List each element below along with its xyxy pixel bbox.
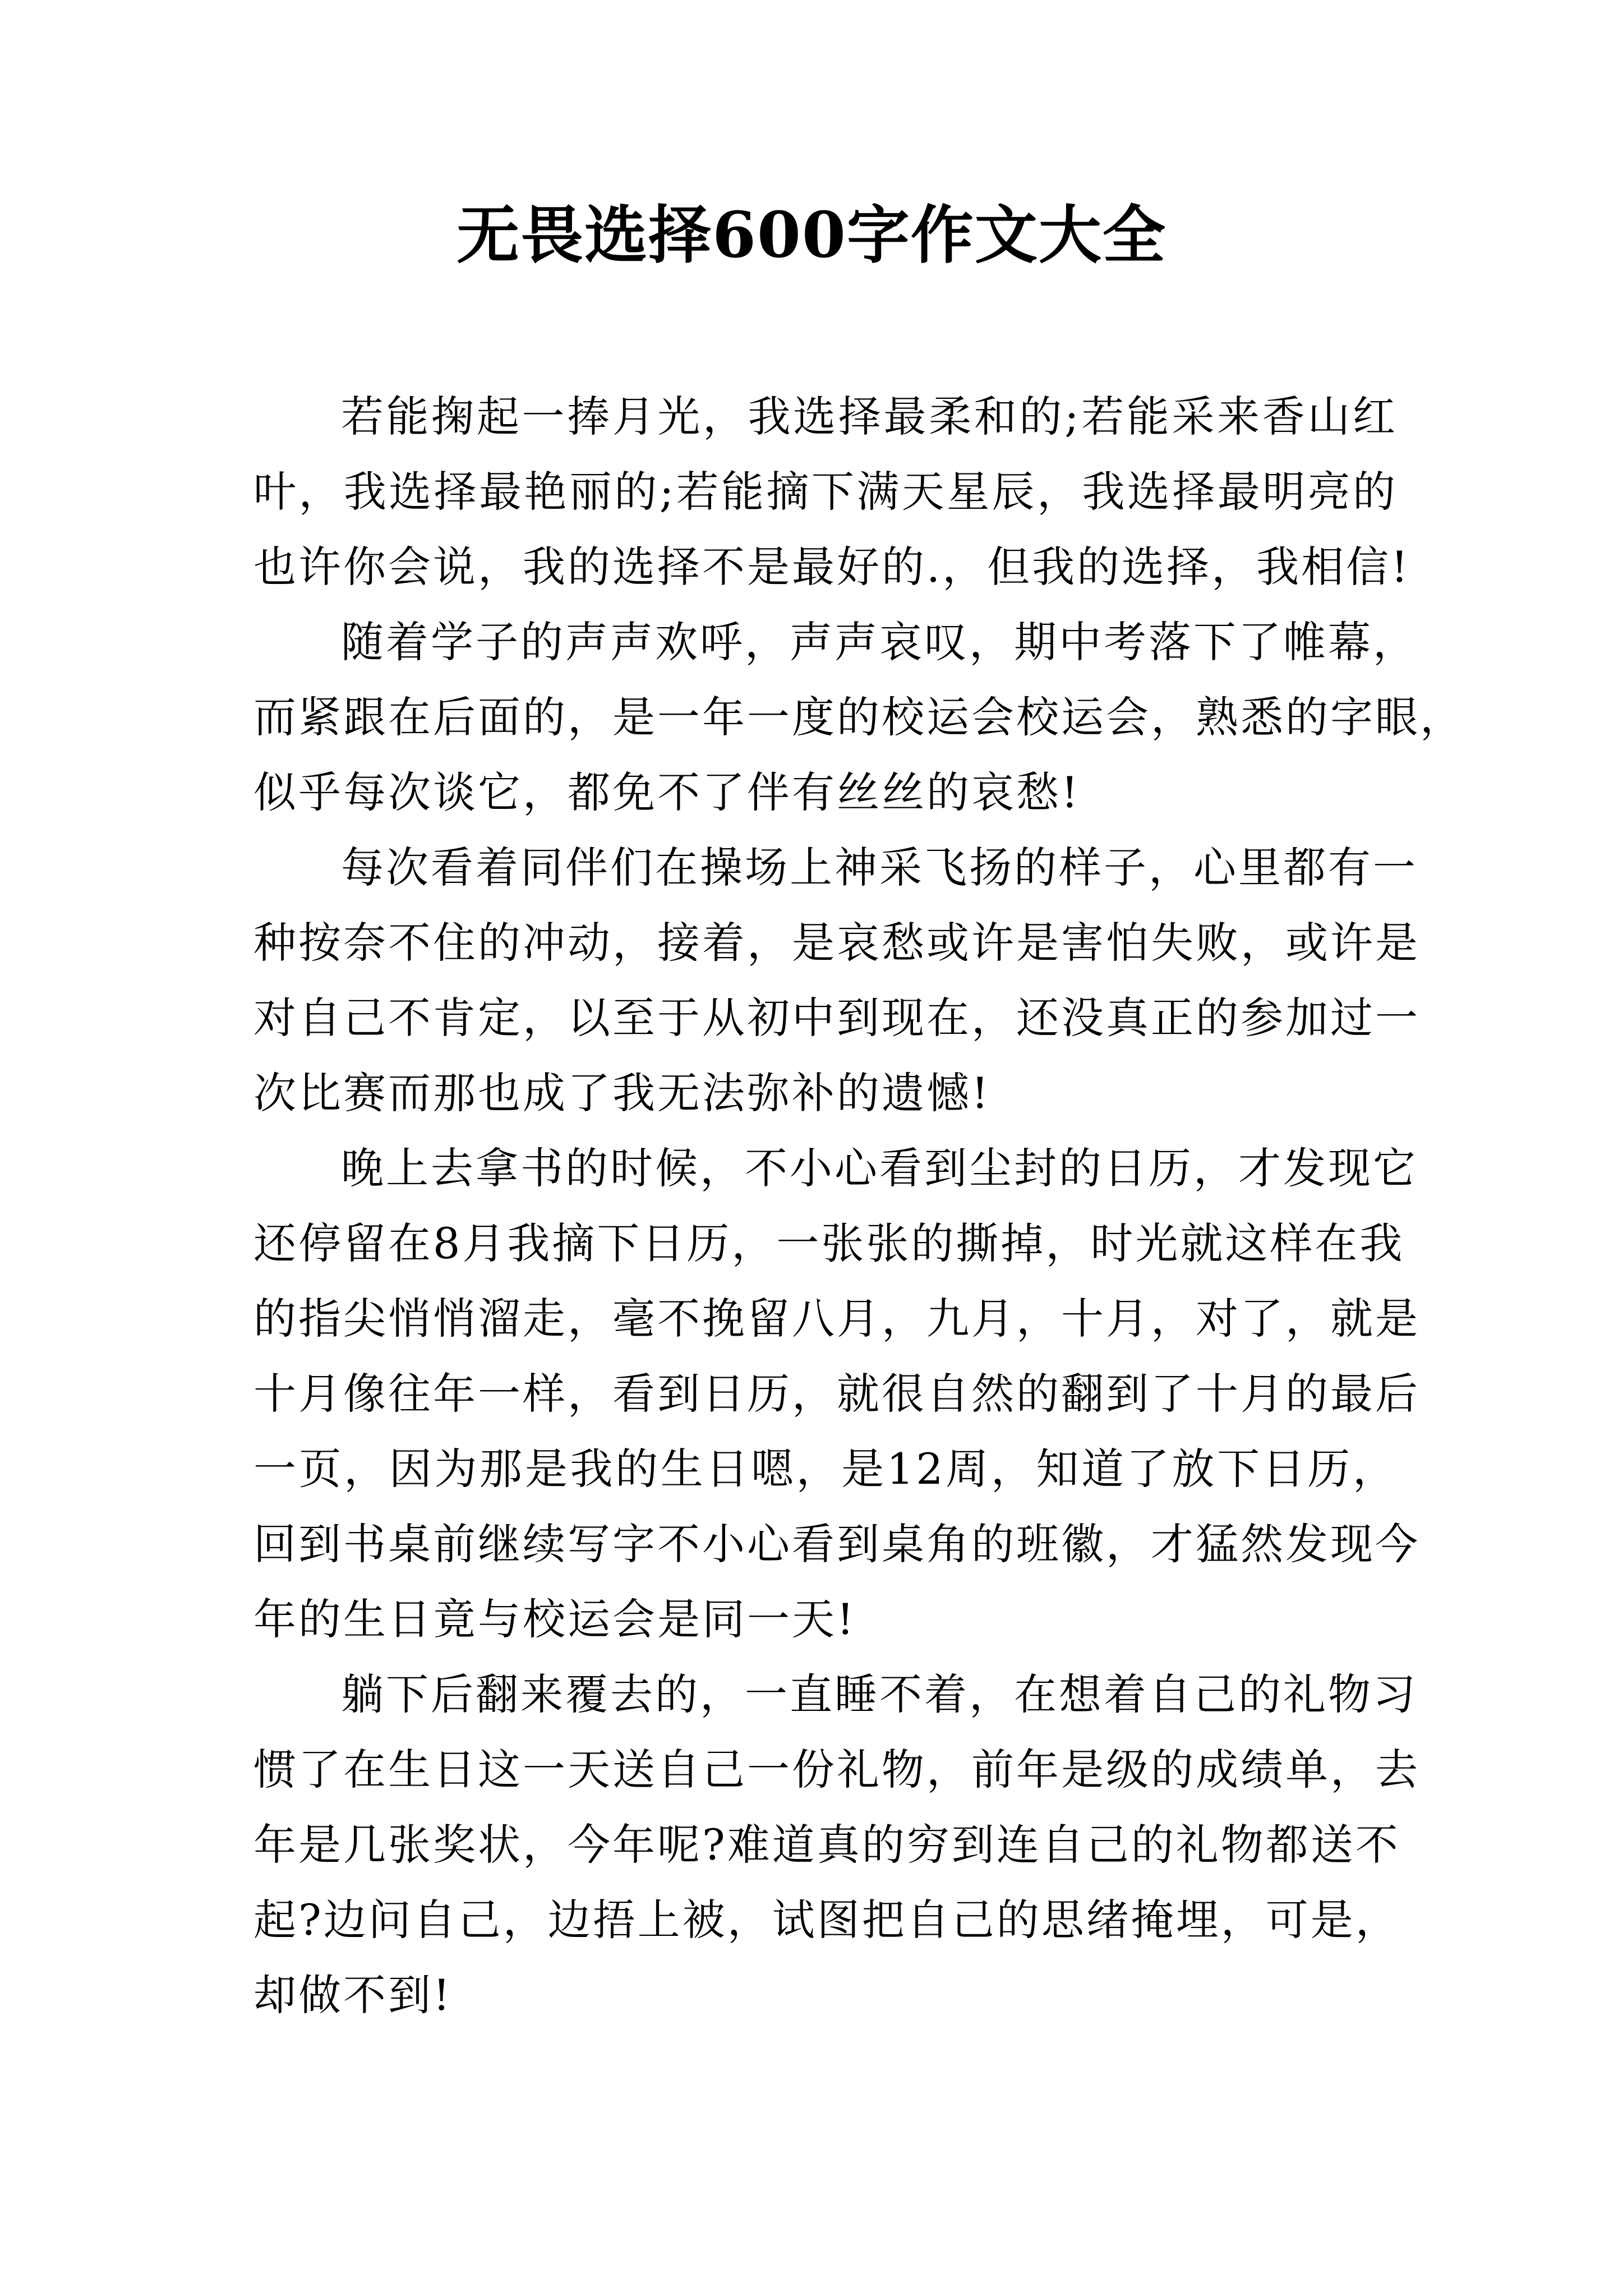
text-line: 年是几张奖状，今年呢?难道真的穷到连自己的礼物都送不 <box>253 1820 1400 1870</box>
text-line: 随着学子的声声欢呼，声声哀叹，期中考落下了帷幕， <box>341 617 1418 667</box>
text-line: 躺下后翻来覆去的，一直睡不着，在想着自己的礼物习 <box>341 1669 1418 1719</box>
text-line: 还停留在8月我摘下日历，一张张的撕掉，时光就这样在我 <box>253 1218 1405 1268</box>
document-title: 无畏选择600字作文大全 <box>457 199 1166 272</box>
document-body <box>253 379 1465 2033</box>
text-line: 种按奈不住的冲动，接着，是哀愁或许是害怕失败，或许是 <box>253 918 1420 968</box>
text-line: 却做不到! <box>253 1970 453 2020</box>
text-line: 一页，因为那是我的生日嗯，是12周，知道了放下日历， <box>253 1444 1398 1494</box>
text-line: 叶，我选择最艳丽的;若能摘下满天星辰，我选择最明亮的 <box>253 467 1398 517</box>
text-line: 十月像往年一样，看到日历，就很自然的翻到了十月的最后 <box>253 1369 1420 1419</box>
text-line: 对自己不肯定，以至于从初中到现在，还没真正的参加过一 <box>253 993 1420 1043</box>
text-line: 惯了在生日这一天送自己一份礼物，前年是级的成绩单，去 <box>253 1745 1420 1795</box>
text-line: 次比赛而那也成了我无法弥补的遗憾! <box>253 1068 991 1118</box>
text-line: 每次看着同伴们在操场上神采飞扬的样子，心里都有一 <box>341 843 1418 892</box>
text-line: 年的生日竟与校运会是同一天! <box>253 1594 856 1644</box>
text-line: 起?边问自己，边捂上被，试图把自己的思绪掩埋，可是， <box>253 1895 1400 1945</box>
text-line: 若能掬起一捧月光，我选择最柔和的;若能采来香山红 <box>341 392 1398 441</box>
text-line: 晚上去拿书的时候，不小心看到尘封的日历，才发现它 <box>341 1143 1418 1193</box>
text-line: 也许你会说，我的选择不是最好的.，但我的选择，我相信! <box>253 542 1410 592</box>
text-line: 似乎每次谈它，都免不了伴有丝丝的哀愁! <box>253 767 1081 817</box>
text-line: 的指尖悄悄溜走，毫不挽留八月，九月，十月，对了，就是 <box>253 1294 1420 1343</box>
text-line: 而紧跟在后面的，是一年一度的校运会校运会，熟悉的字眼， <box>253 692 1465 742</box>
text-line: 回到书桌前继续写字不小心看到桌角的班徽，才猛然发现今 <box>253 1519 1420 1569</box>
